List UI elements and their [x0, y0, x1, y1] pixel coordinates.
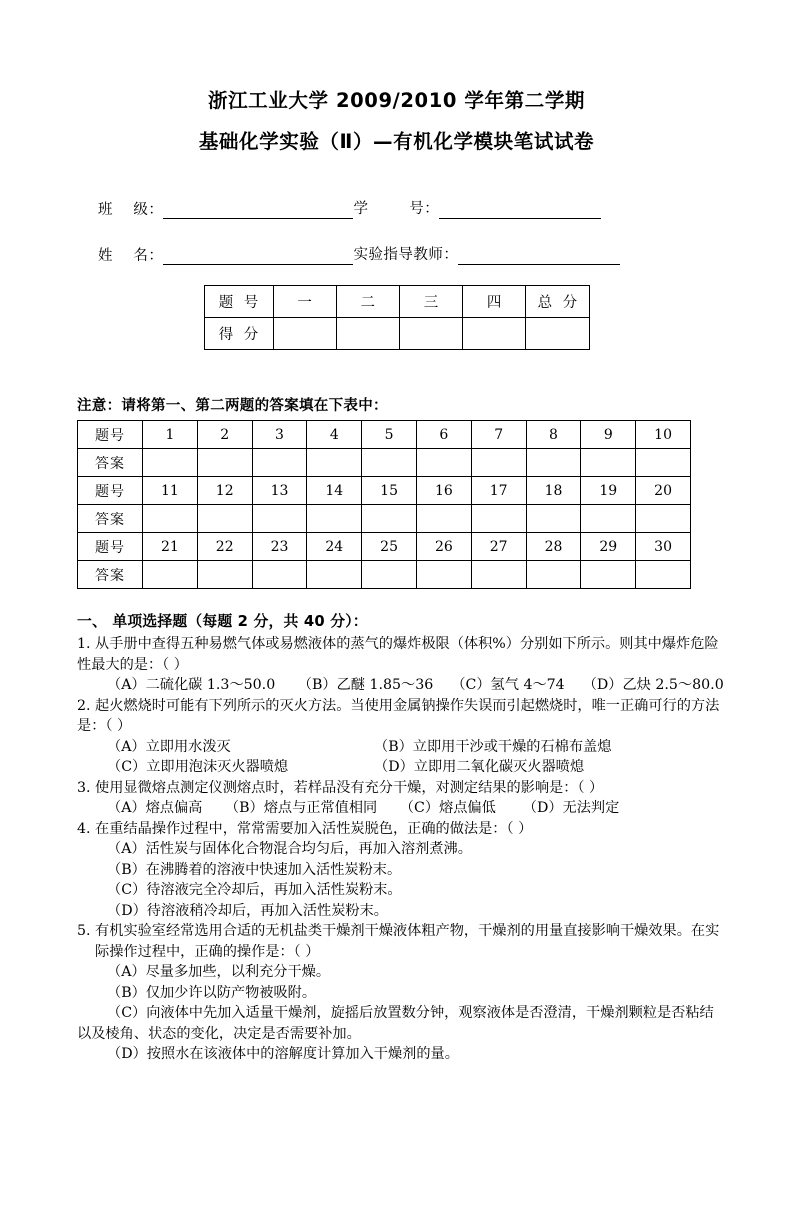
answer-number-cell: 14: [307, 477, 362, 505]
answer-input-cell[interactable]: [416, 561, 471, 589]
question-5-stem-cont: 际操作过程中，正确的操作是：（ ）: [95, 943, 320, 960]
exam-page: [0, 84, 793, 1206]
answer-number-cell: 20: [636, 477, 691, 505]
score-cell-total[interactable]: [526, 318, 589, 350]
name-label: 姓 名：: [98, 248, 164, 264]
question-3-stem: 3. 使用显微熔点测定仪测熔点时，若样品没有充分干燥，对测定结果的影响是：（ ）: [77, 779, 604, 796]
answer-input-cell[interactable]: [636, 561, 691, 589]
question-2-option-c[interactable]: （C）立即用泡沫灭火器喷熄: [107, 759, 289, 775]
answer-number-cell: 6: [416, 421, 471, 449]
answer-number-cell: 8: [526, 421, 581, 449]
answer-input-cell[interactable]: [526, 505, 581, 533]
question-2-option-b[interactable]: （B）立即用干沙或干燥的石棉布盖熄: [374, 738, 612, 755]
question-5-stem: 5. 有机实验室经常选用合适的无机盐类干燥剂干燥液体粗产物，干燥剂的用量直接影响干燥效果。在实: [77, 923, 720, 939]
answer-number-cell: 2: [197, 421, 252, 449]
question-5-option-c-cont: 以及棱角、状态的变化，决定是否需要补加。: [77, 1025, 361, 1042]
answer-number-cell: 27: [471, 533, 526, 561]
answer-table-number-row: [78, 421, 691, 449]
answer-input-cell[interactable]: [252, 561, 307, 589]
answer-number-cell: 4: [307, 421, 362, 449]
question-2-stem: 2. 起火燃烧时可能有下列所示的灭火方法。当使用金属钠操作失误而引起燃烧时，唯一正确可行的方法: [77, 697, 720, 714]
teacher-input[interactable]: [458, 247, 620, 265]
answer-input-cell[interactable]: [526, 561, 581, 589]
class-input[interactable]: [163, 201, 353, 219]
answer-input-cell[interactable]: [362, 505, 417, 533]
answer-number-cell: 11: [143, 477, 198, 505]
answer-number-cell: 16: [416, 477, 471, 505]
answer-input-cell[interactable]: [362, 561, 417, 589]
question-4-stem: 4. 在重结晶操作过程中，常常需要加入活性炭脱色，正确的做法是：（ ）: [77, 820, 533, 837]
answer-input-cell[interactable]: [416, 505, 471, 533]
question-4-option-d[interactable]: （D）待溶液稍冷却后，再加入活性炭粉末。: [107, 902, 388, 919]
score-cell-2[interactable]: [336, 318, 399, 350]
answer-row-label-answer-2: 答案: [78, 505, 143, 533]
answer-row-label-answer-1: 答案: [78, 449, 143, 477]
score-row-label-question: 题 号: [204, 286, 273, 318]
answer-input-cell[interactable]: [636, 505, 691, 533]
answer-number-cell: 23: [252, 533, 307, 561]
answer-number-cell: 1: [143, 421, 198, 449]
answer-number-cell: 15: [362, 477, 417, 505]
question-2-stem-cont: 是：（ ）: [77, 718, 132, 734]
answer-number-cell: 5: [362, 421, 417, 449]
score-table: [204, 285, 590, 350]
question-5-option-a[interactable]: （A）尽量多加些，以利充分干燥。: [107, 964, 331, 980]
student-no-input[interactable]: [439, 201, 601, 219]
question-5-option-d[interactable]: （D）按照水在该液体中的溶解度计算加入干燥剂的量。: [107, 1046, 459, 1062]
answer-row-label-question-2: 题号: [78, 477, 143, 505]
score-table-value-row: [204, 318, 589, 350]
section-one-title: 一、 单项选择题（每题 2 分，共 40 分）：: [77, 613, 368, 630]
student-no-label: 学 号：: [353, 201, 440, 217]
answer-input-cell[interactable]: [197, 505, 252, 533]
score-col-1: 一: [273, 286, 336, 318]
question-1: [77, 634, 723, 696]
answer-number-cell: 7: [471, 421, 526, 449]
answer-row-label-question-1: 题号: [78, 421, 143, 449]
score-col-3: 三: [399, 286, 462, 318]
name-input[interactable]: [163, 247, 353, 265]
score-table-wrapper: [0, 285, 793, 350]
score-cell-3[interactable]: [399, 318, 462, 350]
answer-input-cell[interactable]: [471, 505, 526, 533]
question-5-option-c[interactable]: （C）向液体中先加入适量干燥剂，旋摇后放置数分钟，观察液体是否澄清，干燥剂颗粒是否粘结: [107, 1005, 714, 1021]
answer-input-cell[interactable]: [143, 561, 198, 589]
score-cell-4[interactable]: [463, 318, 526, 350]
answer-input-cell[interactable]: [143, 449, 198, 477]
answer-input-cell[interactable]: [252, 449, 307, 477]
answer-input-cell[interactable]: [197, 561, 252, 589]
answer-input-cell[interactable]: [143, 505, 198, 533]
answer-number-cell: 21: [143, 533, 198, 561]
answer-number-cell: 22: [197, 533, 252, 561]
answer-table: [77, 420, 691, 589]
answer-input-cell[interactable]: [252, 505, 307, 533]
exam-title-block: [0, 84, 793, 159]
answer-number-cell: 12: [197, 477, 252, 505]
score-row-label-score: 得 分: [204, 318, 273, 350]
question-2-option-d[interactable]: （D）立即用二氧化碳灭火器喷熄: [374, 759, 585, 775]
answer-table-notice: 注意：请将第一、第二两题的答案填在下表中：: [77, 398, 388, 414]
answer-table-wrapper: [0, 420, 793, 589]
question-4-option-c[interactable]: （C）待溶液完全冷却后，再加入活性炭粉末。: [107, 882, 402, 898]
question-4: [77, 819, 723, 922]
answer-input-cell[interactable]: [471, 561, 526, 589]
answer-row-label-answer-3: 答案: [78, 561, 143, 589]
question-1-options[interactable]: （A）二硫化碳 1.3～50.0 （B）乙醚 1.85～36 （C）氢气 4～74 （D）乙炔 2.5～80.0: [107, 677, 724, 693]
answer-input-cell[interactable]: [197, 449, 252, 477]
answer-input-cell[interactable]: [526, 449, 581, 477]
question-2-option-a[interactable]: （A）立即用水泼灭: [107, 738, 231, 755]
field-row-class-and-number: [98, 189, 793, 219]
answer-input-cell[interactable]: [307, 505, 362, 533]
answer-input-cell[interactable]: [307, 561, 362, 589]
answer-input-cell[interactable]: [636, 449, 691, 477]
answer-table-number-row: [78, 477, 691, 505]
question-3: [77, 778, 723, 819]
answer-number-cell: 10: [636, 421, 691, 449]
answer-input-cell[interactable]: [581, 561, 636, 589]
question-4-option-a[interactable]: （A）活性炭与固体化合物混合均匀后，再加入溶剂煮沸。: [107, 841, 472, 857]
answer-input-cell[interactable]: [581, 449, 636, 477]
score-col-4: 四: [463, 286, 526, 318]
answer-number-cell: 3: [252, 421, 307, 449]
answer-table-answer-row: [78, 449, 691, 477]
question-3-options[interactable]: （A）熔点偏高 （B）熔点与正常值相同 （C）熔点偏低 （D）无法判定: [107, 800, 620, 816]
exam-title-line-1: 浙江工业大学 2009/2010 学年第二学期: [207, 89, 586, 112]
answer-number-cell: 9: [581, 421, 636, 449]
answer-input-cell[interactable]: [416, 449, 471, 477]
answer-row-label-question-3: 题号: [78, 533, 143, 561]
question-2-options-row-1: [77, 737, 723, 758]
answer-number-cell: 25: [362, 533, 417, 561]
question-2-options-row-2: [77, 757, 723, 778]
section-one: [0, 610, 793, 1065]
answer-number-cell: 24: [307, 533, 362, 561]
score-cell-1[interactable]: [273, 318, 336, 350]
answer-number-cell: 13: [252, 477, 307, 505]
field-row-name-and-teacher: [98, 235, 793, 265]
answer-input-cell[interactable]: [307, 449, 362, 477]
question-5: [77, 921, 723, 1065]
answer-table-number-row: [78, 533, 691, 561]
answer-table-answer-row: [78, 561, 691, 589]
answer-number-cell: 17: [471, 477, 526, 505]
score-col-2: 二: [336, 286, 399, 318]
question-5-option-b[interactable]: （B）仅加少许以防产物被吸附。: [107, 984, 317, 1001]
answer-input-cell[interactable]: [362, 449, 417, 477]
answer-number-cell: 30: [636, 533, 691, 561]
answer-number-cell: 29: [581, 533, 636, 561]
question-2: [77, 696, 723, 778]
answer-table-answer-row: [78, 505, 691, 533]
class-label: 班 级：: [98, 202, 164, 218]
question-1-stem-cont: 性最大的是：（ ）: [77, 656, 188, 673]
answer-number-cell: 19: [581, 477, 636, 505]
question-4-option-b[interactable]: （B）在沸腾着的溶液中快速加入活性炭粉末。: [107, 861, 402, 878]
answer-number-cell: 18: [526, 477, 581, 505]
answer-input-cell[interactable]: [471, 449, 526, 477]
exam-title-line-2: 基础化学实验（Ⅱ）—有机化学模块笔试试卷: [198, 130, 595, 153]
answer-input-cell[interactable]: [581, 505, 636, 533]
student-info-fields: [0, 189, 793, 265]
teacher-label: 实验指导教师：: [353, 247, 459, 263]
score-table-header-row: [204, 286, 589, 318]
answer-number-cell: 28: [526, 533, 581, 561]
answer-number-cell: 26: [416, 533, 471, 561]
score-col-total: 总 分: [526, 286, 589, 318]
question-1-stem: 1. 从手册中查得五种易燃气体或易燃液体的蒸气的爆炸极限（体积%）分别如下所示。则其中爆炸危险: [77, 636, 719, 652]
